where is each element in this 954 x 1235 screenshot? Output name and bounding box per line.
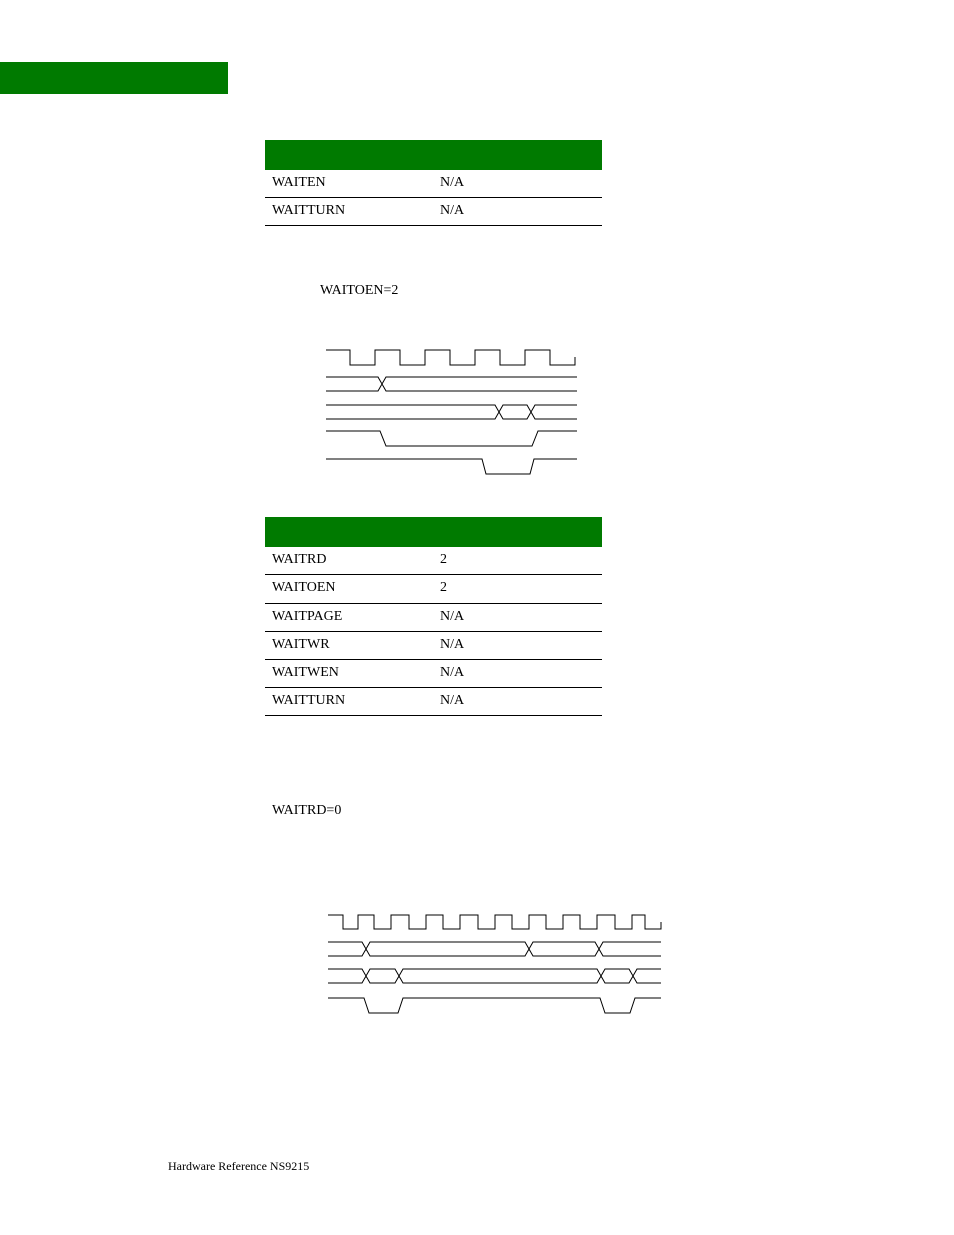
- table-header: [265, 517, 602, 547]
- table-row: WAITTURN N/A: [265, 688, 602, 716]
- table-row: WAITWEN N/A: [265, 660, 602, 688]
- data-bus: [328, 969, 661, 983]
- clock-signal: [328, 915, 661, 929]
- settings-table-1: [265, 140, 602, 226]
- table-row: WAITOEN 2: [265, 575, 602, 604]
- figure-1-label: WAITOEN=2: [320, 283, 399, 298]
- chip-select-signal: [326, 431, 577, 446]
- address-bus: [328, 942, 661, 956]
- clock-signal: [326, 350, 575, 365]
- table-row: WAITRD 2: [265, 547, 602, 575]
- table-header: [265, 140, 602, 170]
- figure-2-label: WAITRD=0: [272, 803, 342, 818]
- page-footer: Hardware Reference NS9215: [168, 1159, 310, 1173]
- settings-table-2: [265, 517, 602, 716]
- address-bus: [326, 377, 577, 391]
- data-bus: [326, 405, 577, 419]
- table-row: WAITPAGE N/A: [265, 604, 602, 632]
- output-enable-signal: [326, 459, 577, 474]
- table-row: WAITTURN N/A: [265, 198, 602, 226]
- timing-diagram-1: [320, 340, 585, 480]
- timing-diagram-2: [320, 905, 665, 1020]
- table-row: WAITEN N/A: [265, 170, 602, 198]
- table-row: WAITWR N/A: [265, 632, 602, 660]
- header-accent-bar: [0, 62, 228, 94]
- chip-select-signal: [328, 998, 661, 1013]
